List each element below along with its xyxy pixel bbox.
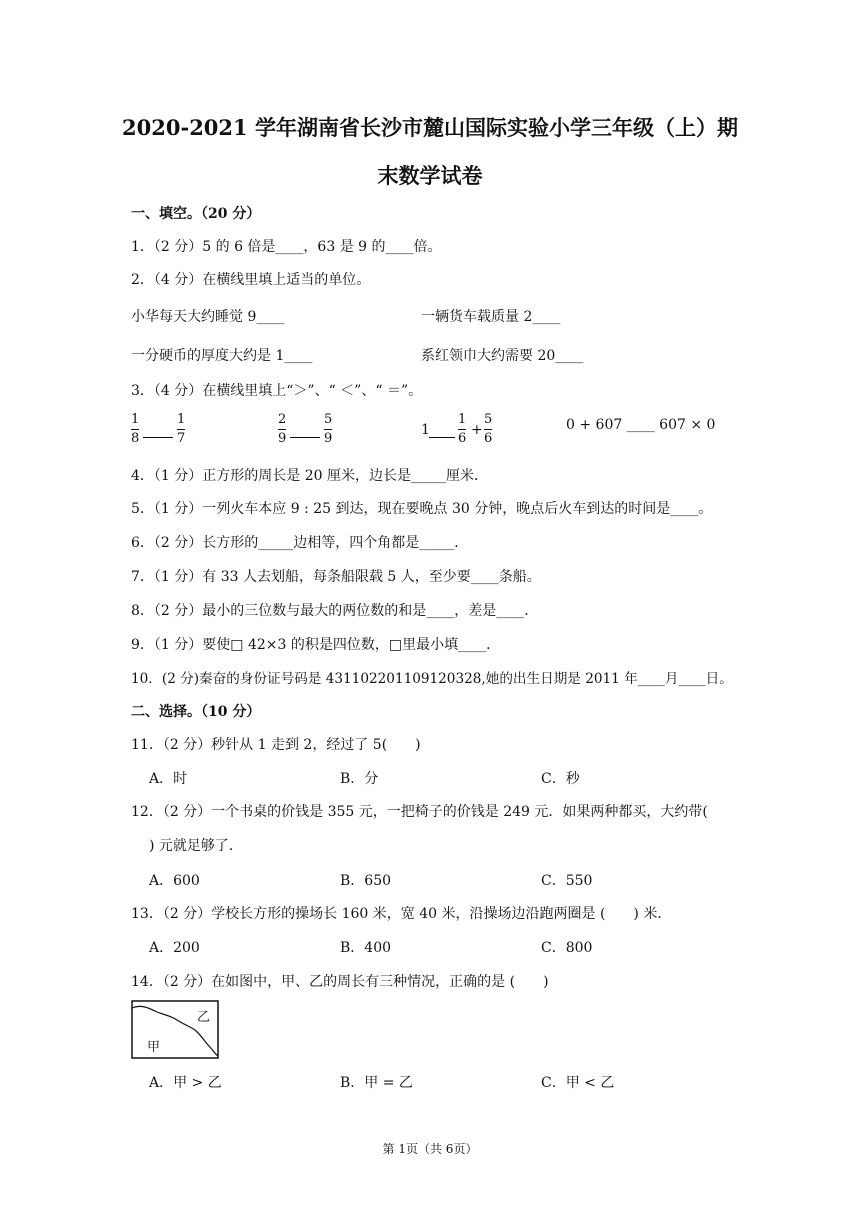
question-2-item-c: 一分硬币的厚度大约是 1____ <box>131 348 313 364</box>
exam-title-line2: 末数学试卷 <box>377 163 483 188</box>
page-footer: 第 1页（共 6页） <box>382 1142 478 1156</box>
denominator: 9 <box>278 431 287 446</box>
q14-figure <box>131 1000 219 1060</box>
question-2-item-d: 系红领巾大约需要 20____ <box>421 348 584 364</box>
fraction <box>324 412 332 447</box>
label-jia: 甲 <box>147 1040 161 1055</box>
question-10: 10．(2 分)秦奋的身份证号码是 431102201109120328,她的出生日期是 2011 年____月____日。 <box>131 671 733 687</box>
numerator: 5 <box>324 412 333 427</box>
fraction <box>177 412 185 447</box>
question-2-item-b: 一辆货车载质量 2____ <box>421 309 561 325</box>
question-2: 2．（4 分）在横线里填上适当的单位。 <box>131 272 371 288</box>
q14-option-c[interactable]: C．甲 < 乙 <box>541 1075 615 1091</box>
q12-option-a[interactable]: A．600 <box>149 873 200 889</box>
numerator: 1 <box>458 412 467 427</box>
q11-option-c[interactable]: C．秒 <box>541 771 580 787</box>
question-7: 7．（1 分）有 33 人去划船，每条船限载 5 人，至少要____条船。 <box>131 569 541 585</box>
numerator: 1 <box>131 412 140 427</box>
label-yi: 乙 <box>197 1010 211 1025</box>
q11-option-a[interactable]: A．时 <box>149 771 188 787</box>
question-13: 13．（2 分）学校长方形的操场长 160 米，宽 40 米，沿操场边沿跑两圈是 ( ) 米． <box>131 906 672 922</box>
denominator: 6 <box>458 431 467 446</box>
exam-title-line1: 2020-2021 学年湖南省长沙市麓山国际实验小学三年级（上）期 <box>122 115 738 140</box>
section-fill-blank-heading: 一、填空。（20 分） <box>131 206 261 222</box>
q14-option-a[interactable]: A．甲 > 乙 <box>149 1075 222 1091</box>
denominator: 9 <box>324 431 333 446</box>
q12-option-c[interactable]: C．550 <box>541 873 593 889</box>
question-8: 8．（2 分）最小的三位数与最大的两位数的和是____，差是____． <box>131 603 539 619</box>
q13-option-a[interactable]: A．200 <box>149 940 200 956</box>
numerator: 5 <box>484 412 493 427</box>
answer-blank[interactable] <box>290 425 320 438</box>
q13-option-b[interactable]: B．400 <box>340 940 392 956</box>
whole-number: 1 <box>421 422 430 438</box>
question-2-item-a: 小华每天大约睡觉 9____ <box>131 309 285 325</box>
numerator: 1 <box>177 412 186 427</box>
q12-option-b[interactable]: B．650 <box>340 873 392 889</box>
question-6: 6．（2 分）长方形的_____边相等，四个角都是_____． <box>131 535 469 551</box>
question-5: 5．（1 分）一列火车本应 9 : 25 到达，现在要晚点 30 分钟，晚点后火车到达的时间是____。 <box>131 501 713 517</box>
q13-option-c[interactable]: C．800 <box>541 940 593 956</box>
numerator: 2 <box>278 412 287 427</box>
question-4: 4．（1 分）正方形的周长是 20 厘米，边长是_____厘米． <box>131 468 488 484</box>
question-12-line1: 12．（2 分）一个书桌的价钱是 355 元，一把椅子的价钱是 249 元．如果两种都买，大约带( <box>131 804 708 820</box>
question-11: 11．（2 分）秒针从 1 走到 2，经过了 5( ) <box>131 737 421 753</box>
question-12-line2: ) 元就足够了． <box>149 838 243 854</box>
answer-blank[interactable] <box>143 425 173 438</box>
q3-item-d: 0 + 607 ____ 607 × 0 <box>566 417 716 433</box>
question-3: 3．（4 分）在横线里填上“＞”、“ ＜”、“ ＝”。 <box>131 383 423 399</box>
fraction <box>458 412 466 447</box>
denominator: 6 <box>484 431 493 446</box>
fraction <box>278 412 286 447</box>
section-choice-heading: 二、选择。（10 分） <box>131 704 261 720</box>
fraction <box>131 412 139 447</box>
question-1: 1．（2 分）5 的 6 倍是____，63 是 9 的____倍。 <box>131 239 442 255</box>
answer-blank[interactable] <box>429 425 455 438</box>
fraction <box>484 412 492 447</box>
denominator: 8 <box>131 431 140 446</box>
q11-option-b[interactable]: B．分 <box>340 771 379 787</box>
question-14: 14．（2 分）在如图中，甲、乙的周长有三种情况，正确的是 ( ) <box>131 974 549 990</box>
question-9: 9．（1 分）要使□ 42×3 的积是四位数，□里最小填____． <box>131 637 501 653</box>
q14-option-b[interactable]: B．甲 = 乙 <box>340 1075 413 1091</box>
denominator: 7 <box>177 431 186 446</box>
plus-sign: + <box>471 422 483 438</box>
